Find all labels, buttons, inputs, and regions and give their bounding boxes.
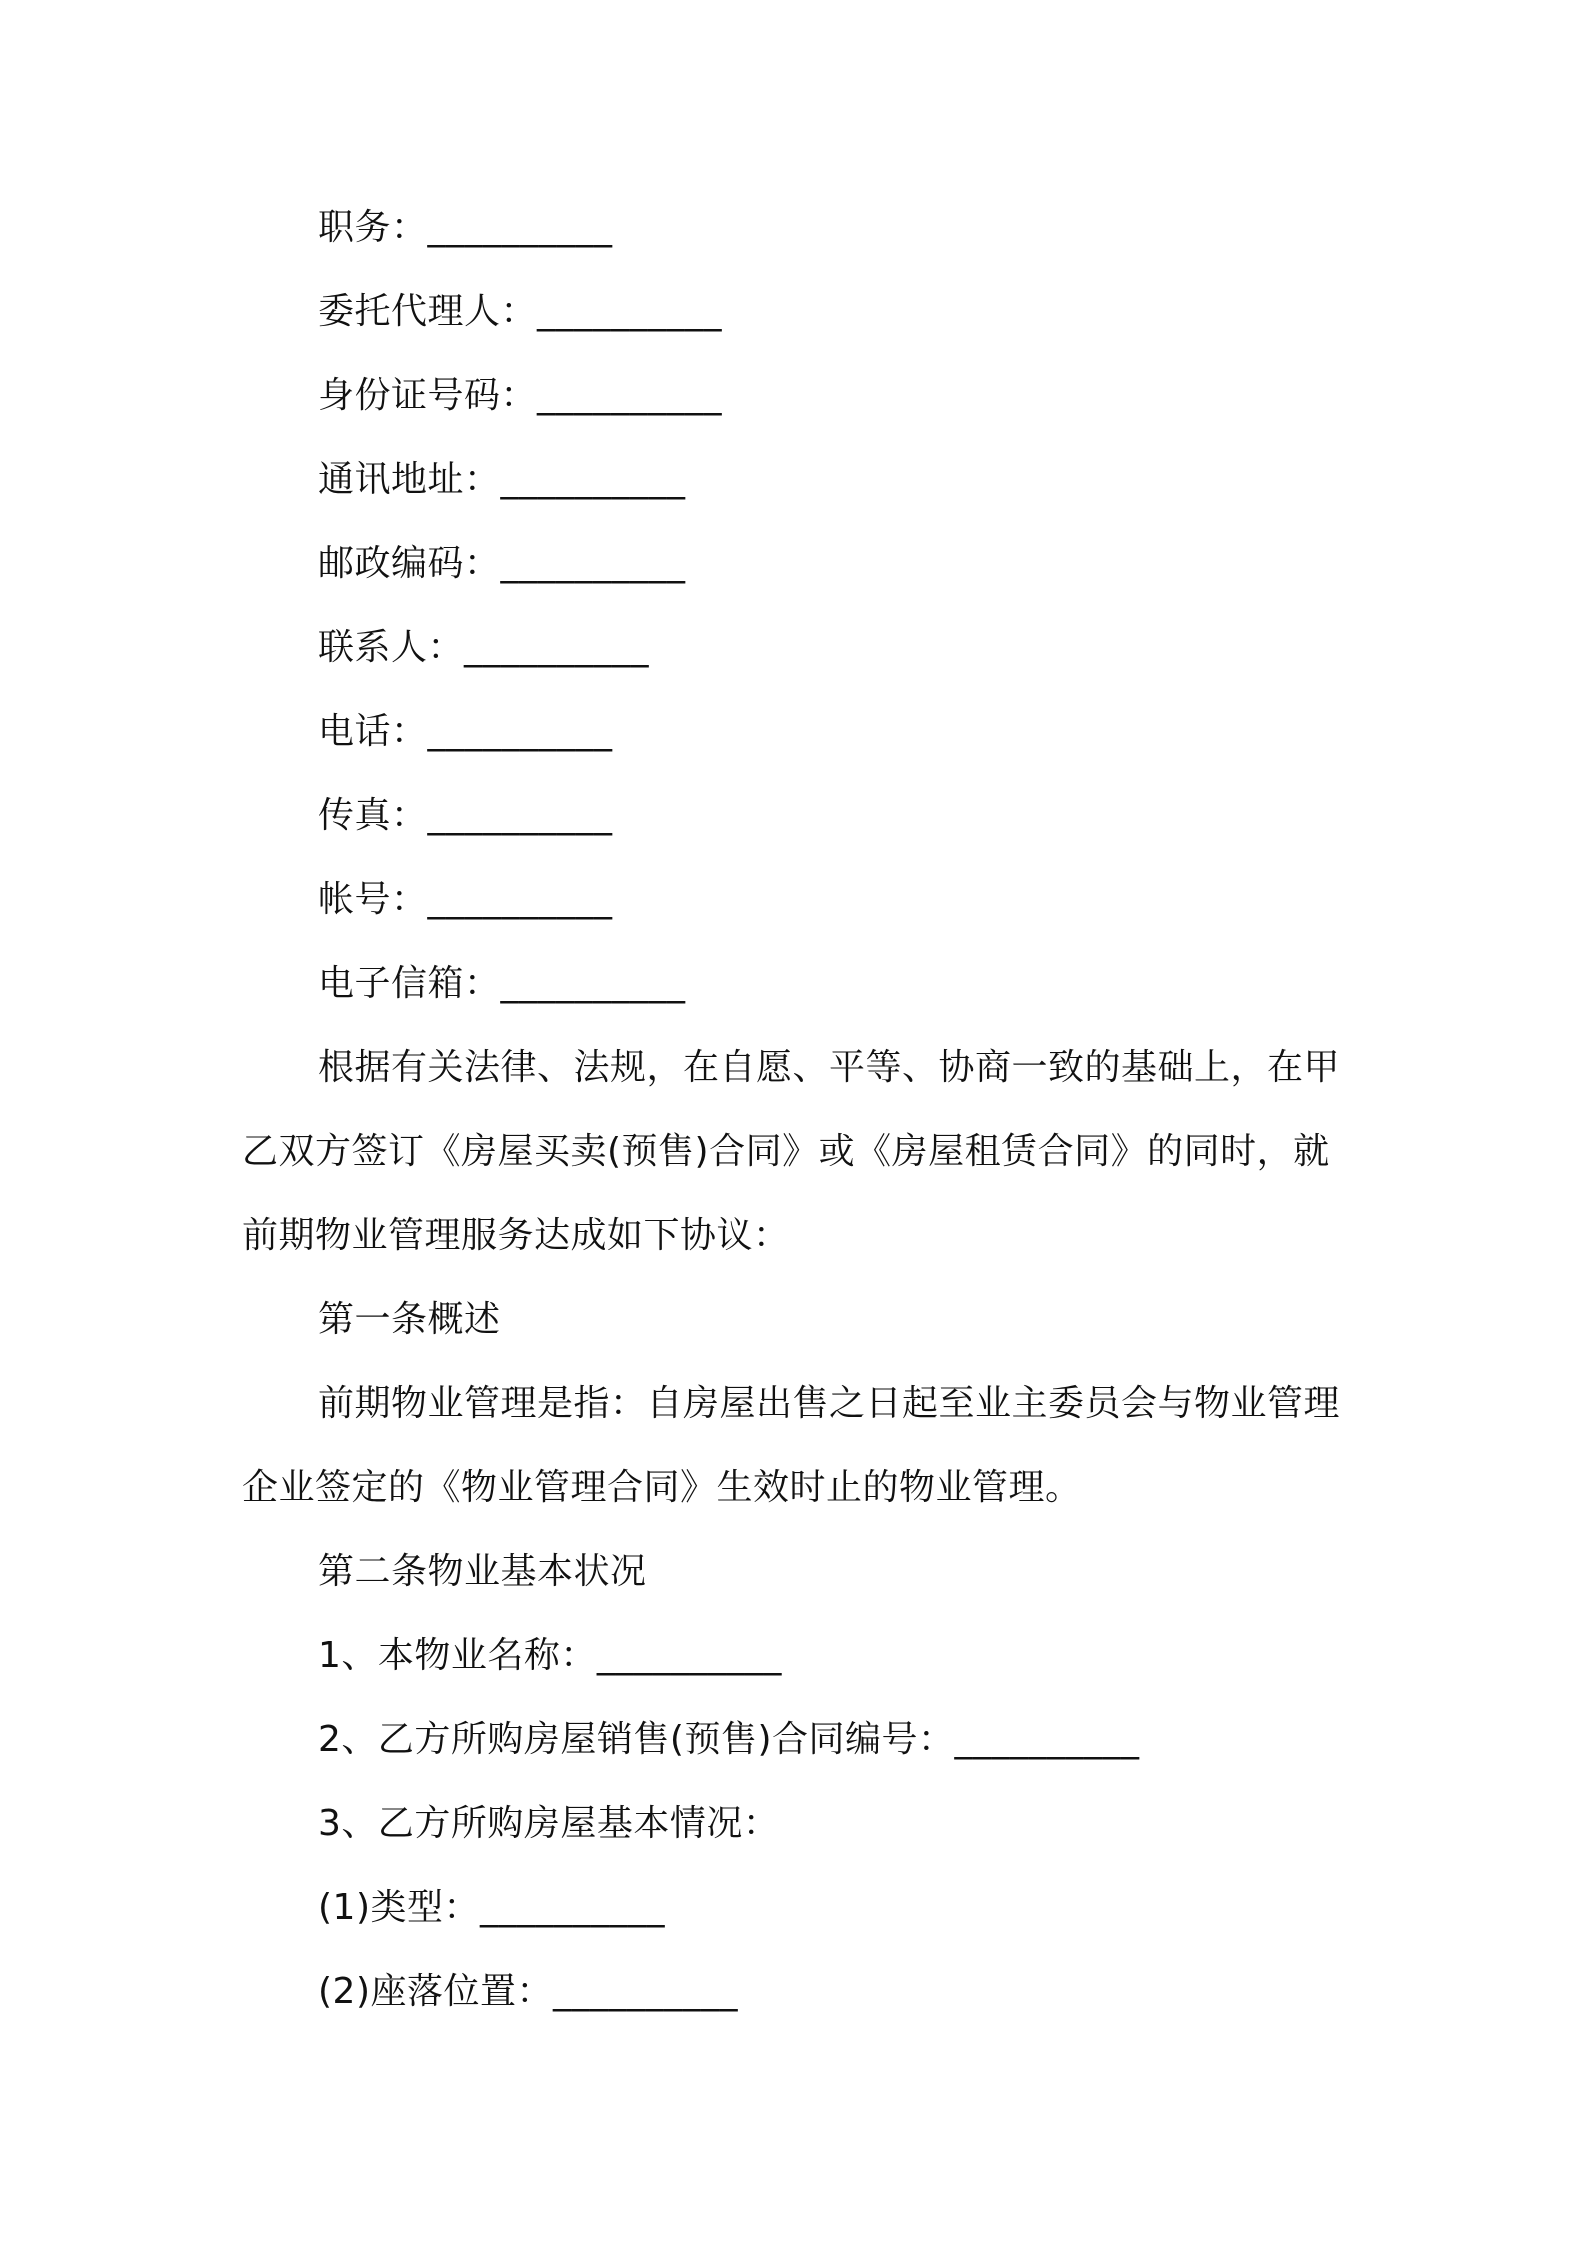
property-name-field: 1、本物业名称：__________ — [318, 1635, 782, 1676]
agreement-paragraph-line-2: 乙双方签订《房屋买卖(预售)合同》或《房屋租赁合同》的同时，就 — [242, 1131, 1330, 1172]
article-one-heading: 第一条概述 — [318, 1299, 501, 1340]
house-basic-info-heading: 3、乙方所购房屋基本情况： — [318, 1803, 780, 1844]
house-location-field: (2)座落位置：__________ — [318, 1971, 738, 2012]
contact-person-field: 联系人：__________ — [318, 627, 650, 668]
fax-field: 传真：__________ — [318, 795, 613, 836]
id-number-field: 身份证号码：__________ — [318, 375, 723, 416]
article-one-text-line-2: 企业签定的《物业管理合同》生效时止的物业管理。 — [242, 1467, 1082, 1508]
email-field: 电子信箱：__________ — [318, 963, 686, 1004]
article-two-heading: 第二条物业基本状况 — [318, 1551, 647, 1592]
address-field: 通讯地址：__________ — [318, 459, 686, 500]
account-field: 帐号：__________ — [318, 879, 613, 920]
agreement-paragraph-line-1: 根据有关法律、法规，在自愿、平等、协商一致的基础上，在甲 — [318, 1047, 1341, 1088]
article-one-text-line-1: 前期物业管理是指：自房屋出售之日起至业主委员会与物业管理 — [318, 1383, 1341, 1424]
phone-field: 电话：__________ — [318, 711, 613, 752]
position-field: 职务：__________ — [318, 207, 613, 248]
agent-field: 委托代理人：__________ — [318, 291, 723, 332]
postal-code-field: 邮政编码：__________ — [318, 543, 686, 584]
agreement-paragraph-line-3: 前期物业管理服务达成如下协议： — [242, 1215, 790, 1256]
house-type-field: (1)类型：__________ — [318, 1887, 665, 1928]
contract-number-field: 2、乙方所购房屋销售(预售)合同编号：__________ — [318, 1719, 1140, 1760]
